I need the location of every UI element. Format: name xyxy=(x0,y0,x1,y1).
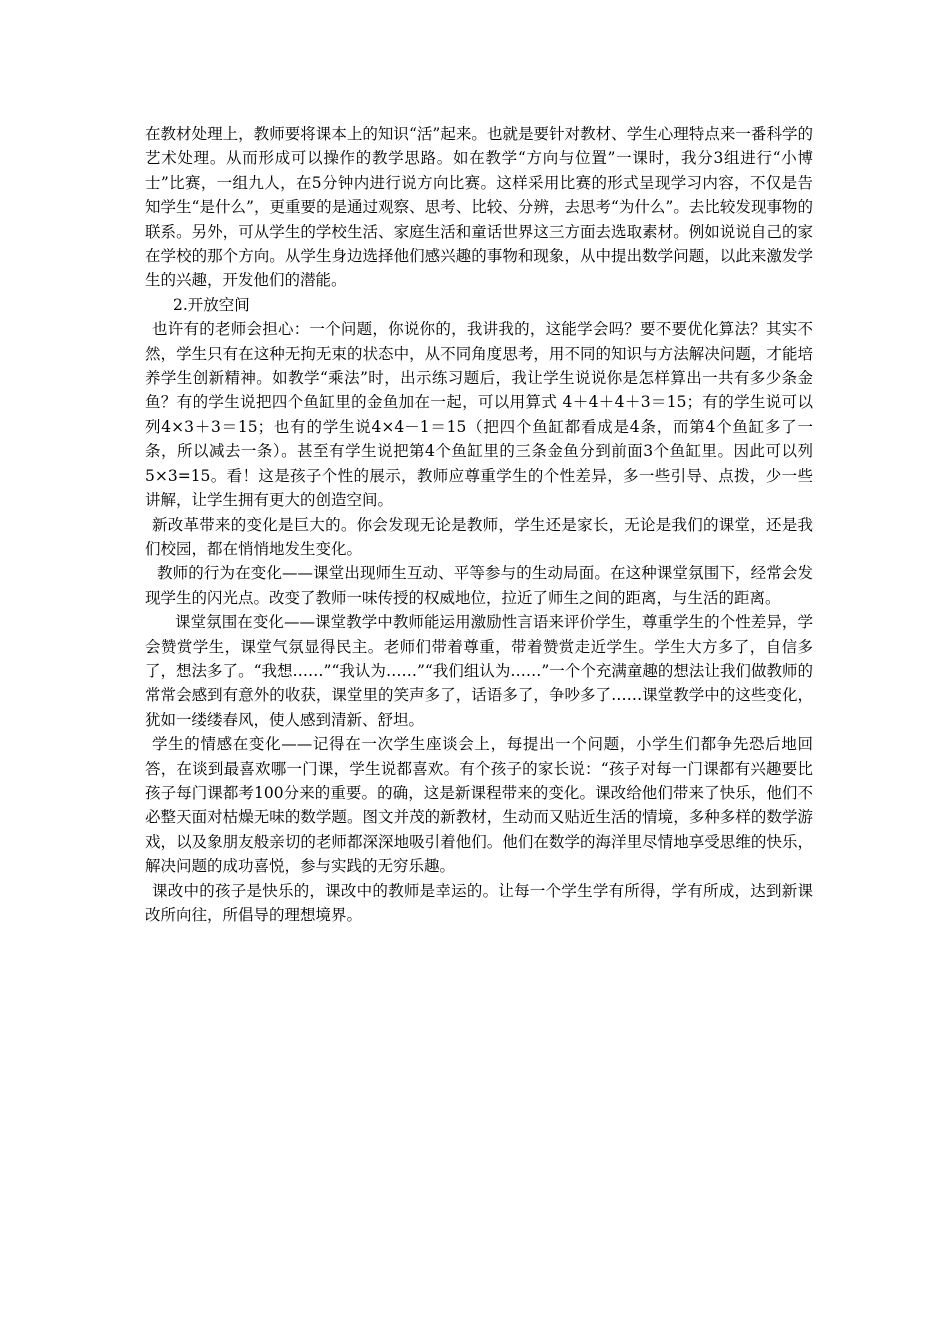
paragraph-conclusion: 课改中的孩子是快乐的，课改中的教师是幸运的。让每一个学生学有所得，学有所成，达到新课改所向往，所倡导的理想境界。 xyxy=(145,881,813,924)
paragraph-student-emotion: 学生的情感在变化——记得在一次学生座谈会上，每提出一个问题，小学生们都争先恐后地回答，在谈到最喜欢哪一门课，学生说都喜欢。有个孩子的家长说：“孩子对每一门课都有兴趣要比孩子每门课都考100分来的重要。的确，这是新课程带来的变化。课改给他们带来了快乐，他们不必整天面对枯燥无味的数学题。图文并茂的新教材，生动而又贴近生活的情境，多种多样的数学游戏，以及象朋友般亲切的老师都深深地吸引着他们。他们在数学的海洋里尽情地享受思维的快乐，解决问题的成功喜悦，参与实践的无穷乐趣。 xyxy=(145,735,813,876)
document-body xyxy=(145,122,813,927)
paragraph-reform-changes: 新改革带来的变化是巨大的。你会发现无论是教师，学生还是家长，无论是我们的课堂，还是我们校园，都在悄悄地发生变化。 xyxy=(145,515,813,558)
paragraph-teacher-behavior: 教师的行为在变化——课堂出现师生互动、平等参与的生动局面。在这种课堂氛围下，经常会发现学生的闪光点。改变了教师一味传授的权威地位，拉近了师生之间的距离，与生活的距离。 xyxy=(145,564,813,607)
paragraph-textbook-handling: 在教材处理上，教师要将课本上的知识“活”起来。也就是要针对教材、学生心理特点来一番科学的艺术处理。从而形成可以操作的教学思路。如在教学“方向与位置”一课时，我分3组进行“小博士”比赛，一组九人，在5分钟内进行说方向比赛。这样采用比赛的形式呈现学习内容，不仅是告知学生“是什么”，更重要的是通过观察、思考、比较、分辨，去思考“为什么”。去比较发现事物的联系。另外，可从学生的学校生活、家庭生活和童话世界这三方面去选取素材。例如说说自己的家在学校的那个方向。从学生身边选择他们感兴趣的事物和现象，从中提出数学问题，以此来激发学生的兴趣，开发他们的潜能。 xyxy=(145,125,813,290)
section-heading-open-space: 2.开放空间 xyxy=(173,295,250,314)
paragraph-open-space: 也许有的老师会担心：一个问题，你说你的，我讲我的，这能学会吗？要不要优化算法？其实不然，学生只有在这种无拘无束的状态中，从不同角度思考，用不同的知识与方法解决问题，才能培养学生创新精神。如教学“乘法”时，出示练习题后，我让学生说说你是怎样算出一共有多少条金鱼？有的学生说把四个鱼缸里的金鱼加在一起，可以用算式 4＋4＋4＋3＝15；有的学生说可以列4×3＋3＝15；也有的学生说4×4－1＝15（把四个鱼缸都看成是4条，而第4个鱼缸多了一条，所以减去一条）。甚至有学生说把第4个鱼缸里的三条金鱼分到前面3个鱼缸里。因此可以列5×3=15。看！这是孩子个性的展示，教师应尊重学生的个性差异，多一些引导、点拨，少一些讲解，让学生拥有更大的创造空间。 xyxy=(145,320,813,510)
paragraph-classroom-atmosphere: 课堂氛围在变化——课堂教学中教师能运用激励性言语来评价学生，尊重学生的个性差异，学会赞赏学生，课堂气氛显得民主。老师们带着尊重，带着赞赏走近学生。学生大方多了，自信多了，想法多了。“我想……”“我认为……”“我们组认为……”一个个充满童趣的想法让我们做教师的常常会感到有意外的收获，课堂里的笑声多了，话语多了，争吵多了……课堂教学中的这些变化，犹如一缕缕春风，使人感到清新、舒坦。 xyxy=(145,613,813,729)
